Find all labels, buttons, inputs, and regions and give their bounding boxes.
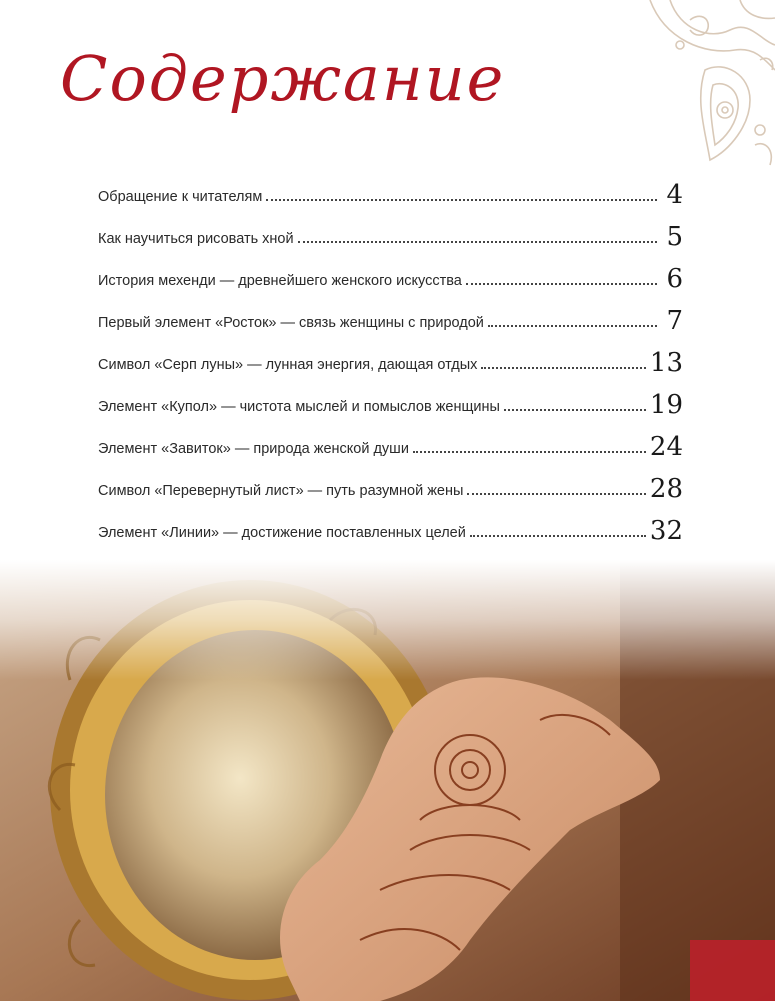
toc-entry[interactable] — [98, 430, 683, 460]
toc-leader-dots — [266, 199, 657, 201]
toc-entry-page: 7 — [666, 306, 683, 336]
toc-entry-page: 19 — [649, 390, 683, 420]
photo-fade-overlay — [0, 560, 775, 680]
toc-entry-label: История мехенди — древнейшего женского искусства — [98, 273, 462, 289]
toc-entry[interactable] — [98, 178, 683, 208]
toc-entry-page: 4 — [666, 180, 683, 210]
toc-entry[interactable] — [98, 304, 683, 334]
toc-leader-dots — [488, 325, 657, 327]
toc-leader-dots — [504, 409, 646, 411]
toc-leader-dots — [298, 241, 657, 243]
toc-entry-label: Элемент «Купол» — чистота мыслей и помыслов женщины — [98, 399, 500, 415]
toc-leader-dots — [413, 451, 646, 453]
toc-entry-page: 13 — [649, 348, 683, 378]
toc-leader-dots — [467, 493, 645, 495]
toc-entry[interactable] — [98, 514, 683, 544]
toc-entry-label: Обращение к читателям — [98, 189, 263, 205]
toc-entry[interactable] — [98, 388, 683, 418]
toc-entry-label: Символ «Серп луны» — лунная энергия, дающая отдых — [98, 357, 478, 373]
toc-entry[interactable] — [98, 262, 683, 292]
toc-entry-page: 6 — [666, 264, 683, 294]
toc-entry-page: 24 — [649, 432, 683, 462]
toc-leader-dots — [466, 283, 657, 285]
toc-entry-label: Элемент «Линии» — достижение поставленных целей — [98, 525, 466, 541]
toc-entry[interactable] — [98, 220, 683, 250]
toc-entry-page: 28 — [649, 474, 683, 504]
toc-leader-dots — [470, 535, 646, 537]
toc-entry-label: Первый элемент «Росток» — связь женщины с природой — [98, 315, 484, 331]
lace-ornament-icon — [610, 0, 775, 170]
page-title: Содержание — [60, 42, 506, 115]
toc-entry[interactable] — [98, 346, 683, 376]
toc-entry-label: Символ «Перевернутый лист» — путь разумной жены — [98, 483, 464, 499]
toc-entry-label: Как научиться рисовать хной — [98, 231, 294, 247]
toc-entry[interactable] — [98, 472, 683, 502]
toc-entry-page: 32 — [649, 516, 683, 546]
toc-leader-dots — [481, 367, 645, 369]
toc-entry-page: 5 — [666, 222, 683, 252]
toc-entry-label: Элемент «Завиток» — природа женской души — [98, 441, 409, 457]
